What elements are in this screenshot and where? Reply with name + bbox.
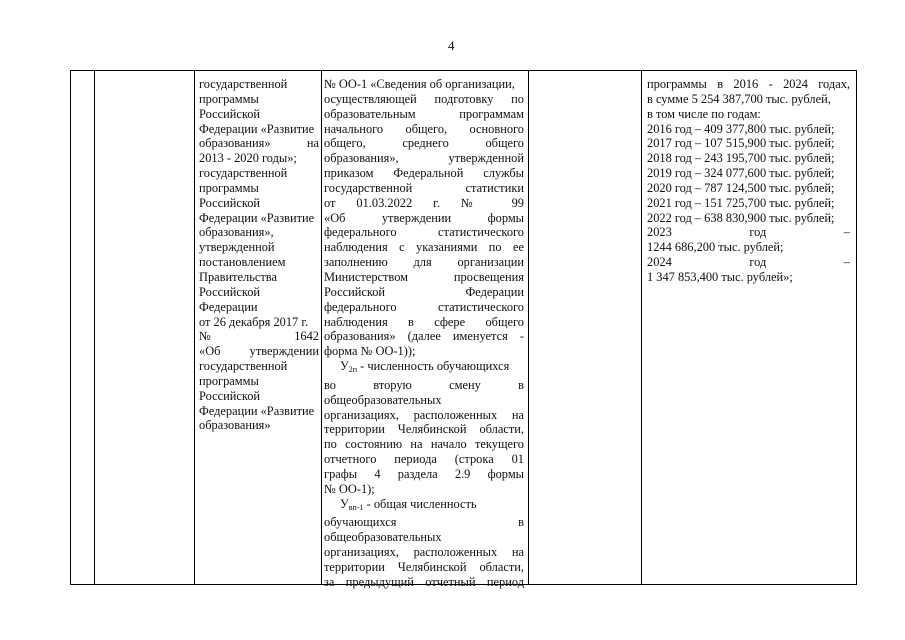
- term-symbol: У: [340, 359, 349, 374]
- page-number: 4: [448, 38, 455, 53]
- term-subscript: вп-1: [348, 502, 364, 512]
- text-line: форма № ОО-1));: [324, 344, 416, 359]
- text-line: приказом Федеральной службы: [324, 166, 524, 181]
- text-line: Российской: [199, 195, 261, 210]
- document-table: [70, 70, 857, 589]
- text-line: 2013 - 2020 годы»;: [199, 151, 297, 166]
- text-line: № 1642: [199, 329, 319, 344]
- text-line: Федерации «Развитие: [199, 403, 315, 418]
- column-divider: [194, 71, 195, 584]
- text-line: Министерством просвещения: [324, 269, 524, 284]
- text-line: территории Челябинской области,: [324, 560, 524, 574]
- text-line: в том числе по годам:: [647, 106, 761, 121]
- text-line: образования» на: [199, 136, 319, 151]
- text-line: образования», утвержденной: [324, 151, 524, 166]
- column-divider: [94, 71, 95, 584]
- column-divider: [321, 71, 322, 584]
- text-line: от 26 декабря 2017 г.: [199, 314, 309, 329]
- funding-year-line: 2020 год – 787 124,500 тыс. рублей;: [647, 180, 835, 195]
- text-line: отчетного периода (строка 01: [324, 452, 524, 467]
- text-line: от 01.03.2022 г. № 99: [324, 195, 524, 210]
- text-line: государственной: [199, 359, 288, 374]
- funding-year-line: 2021 год – 151 725,700 тыс. рублей;: [647, 195, 835, 210]
- text-line: постановлением: [199, 255, 286, 270]
- term-symbol: У: [340, 496, 349, 511]
- text-line: за предыдущий отчетный период: [324, 574, 524, 589]
- funding-year-line: 2017 год – 107 515,900 тыс. рублей;: [647, 136, 835, 151]
- term-definition: - общая численность: [363, 496, 477, 511]
- text-line: начального общего, основного: [324, 121, 524, 136]
- text-line: государственной: [199, 77, 288, 91]
- text-line: в сумме 5 254 387,700 тыс. рублей,: [647, 91, 831, 106]
- text-line: образования»,: [199, 225, 274, 240]
- text-line: во вторую смену в: [324, 377, 524, 392]
- funding-year-line: 2018 год – 243 195,700 тыс. рублей;: [647, 151, 835, 166]
- text-line: общеобразовательных: [324, 392, 442, 407]
- text-line: наблюдения в сфере общего: [324, 314, 524, 329]
- program-reference-cell: [199, 77, 319, 433]
- text-line: программы: [199, 373, 259, 388]
- funding-year-line: 2022 год – 638 830,900 тыс. рублей;: [647, 210, 835, 225]
- text-line: организациях, расположенных на: [324, 545, 524, 560]
- text-line: общеобразовательных: [324, 530, 442, 545]
- funding-year-line: 2019 год – 324 077,600 тыс. рублей;: [647, 166, 835, 181]
- text-line: Федерации «Развитие: [199, 121, 315, 136]
- form-description-cell: [324, 77, 524, 590]
- funding-cell: [647, 77, 850, 285]
- text-line: Правительства: [199, 269, 277, 284]
- funding-amount-line: 1 347 853,400 тыс. рублей»;: [647, 269, 793, 284]
- text-line: «Об утверждении: [199, 344, 319, 359]
- term-subscript: 2п: [348, 365, 358, 375]
- text-line: Российской: [199, 106, 261, 121]
- text-line: утвержденной: [199, 240, 275, 255]
- text-line: «Об утверждении формы: [324, 210, 524, 225]
- text-line: программы: [199, 91, 259, 106]
- text-line: Федерации «Развитие: [199, 210, 315, 225]
- text-line: № ОО-1 «Сведения об организации,: [324, 77, 515, 91]
- funding-year-line: 2016 год – 409 377,800 тыс. рублей;: [647, 121, 835, 136]
- text-line: наблюдения с указаниями по ее: [324, 240, 524, 255]
- text-line: обучающихся в: [324, 515, 524, 530]
- formula-term-uvp: [324, 497, 524, 516]
- text-line: федерального статистического: [324, 299, 524, 314]
- text-line: № ОО-1);: [324, 481, 375, 496]
- funding-year-line: 2024 год –: [647, 255, 850, 270]
- text-line: Российской Федерации: [324, 284, 524, 299]
- text-line: программы: [199, 180, 259, 195]
- text-line: образования» (далее именуется -: [324, 329, 524, 344]
- text-line: образования»: [199, 418, 271, 433]
- text-line: Федерации: [199, 299, 258, 314]
- funding-amount-line: 1244 686,200 тыс. рублей;: [647, 240, 784, 255]
- text-line: по состоянию на начало текущего: [324, 437, 524, 452]
- text-line: Российской: [199, 284, 261, 299]
- text-line: заполнению для организации: [324, 255, 524, 270]
- column-divider: [641, 71, 642, 584]
- formula-term-u2n: [324, 359, 524, 378]
- text-line: общего, среднего общего: [324, 136, 524, 151]
- column-divider: [528, 71, 529, 584]
- text-line: организациях, расположенных на: [324, 407, 524, 422]
- funding-year-line: 2023 год –: [647, 225, 850, 240]
- text-line: государственной статистики: [324, 180, 524, 195]
- text-line: федерального статистического: [324, 225, 524, 240]
- term-definition: - численность обучающихся: [357, 359, 510, 374]
- text-line: образовательным программам: [324, 106, 524, 121]
- text-line: осуществляющей подготовку по: [324, 91, 524, 106]
- text-line: графы 4 раздела 2.9 формы: [324, 466, 524, 481]
- text-line: государственной: [199, 166, 288, 181]
- text-line: программы в 2016 - 2024 годах,: [647, 77, 850, 91]
- text-line: Российской: [199, 388, 261, 403]
- text-line: территории Челябинской области,: [324, 422, 524, 437]
